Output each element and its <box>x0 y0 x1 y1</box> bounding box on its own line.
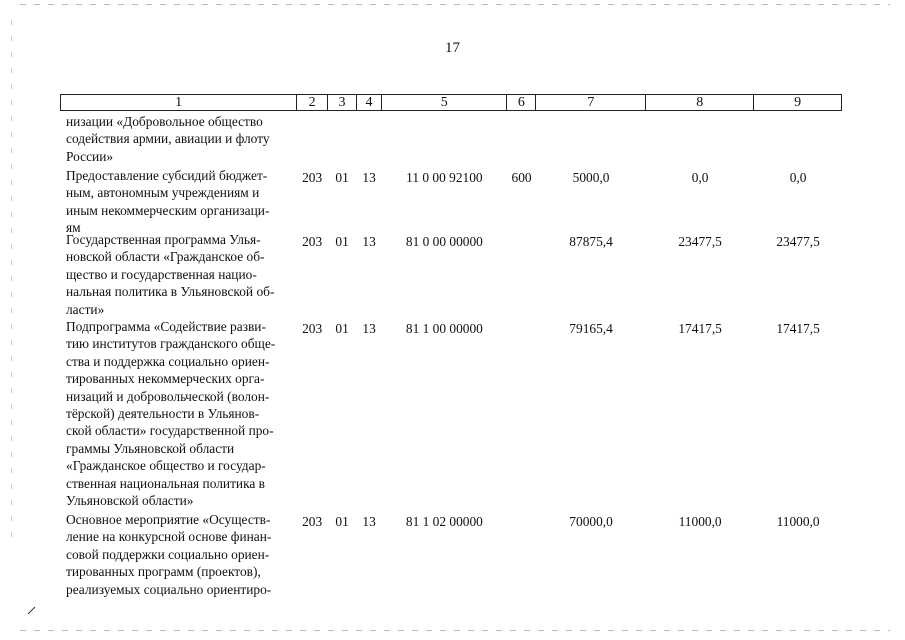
cell-col-4: 13 <box>362 321 376 336</box>
cell-col-7 <box>536 113 646 167</box>
scan-edge-left <box>11 20 12 540</box>
description-line: ям <box>66 220 81 236</box>
cell-col-2 <box>297 113 328 167</box>
cell-col-6 <box>507 511 536 601</box>
description-line: тированных программ (проектов), <box>66 564 261 580</box>
cell-col-4 <box>357 113 382 167</box>
description-line: Государственная программа Улья- <box>66 232 261 247</box>
cell-col-8: 11000,0 <box>678 514 722 529</box>
cell-col-4: 13 <box>362 514 376 529</box>
table-row <box>60 231 842 318</box>
table-header-row <box>60 94 842 111</box>
cell-col-9: 11000,0 <box>776 514 820 529</box>
table-row <box>60 167 842 236</box>
cell-col-6: 600 <box>511 170 532 185</box>
table-row <box>60 511 842 601</box>
cell-col-8 <box>646 113 754 167</box>
header-col-2: 2 <box>297 95 328 110</box>
header-col-8: 8 <box>646 95 754 110</box>
row-description <box>60 113 297 167</box>
description-line: щество и государственная нацио- <box>66 266 257 282</box>
cell-col-5: 81 1 00 00000 <box>405 321 483 336</box>
description-line: Основное мероприятие «Осуществ- <box>66 512 271 527</box>
cell-col-7: 70000,0 <box>569 514 613 529</box>
cell-col-3 <box>328 113 357 167</box>
cell-col-5: 81 0 00 00000 <box>405 234 483 249</box>
header-col-6: 6 <box>507 95 536 110</box>
cell-col-9: 23477,5 <box>776 234 820 249</box>
description-line: тированных некоммерческих орга- <box>66 371 265 387</box>
header-col-7: 7 <box>536 95 646 110</box>
description-line: реализуемых социально ориентиро- <box>66 581 272 597</box>
table-row <box>60 113 842 167</box>
cell-col-3: 01 <box>335 514 349 529</box>
row-description <box>60 511 297 601</box>
description-line: ственная национальная политика в <box>66 475 266 491</box>
cell-col-7: 79165,4 <box>569 321 613 336</box>
description-line: тёрской) деятельности в Ульянов- <box>66 406 260 422</box>
description-line: низаций и добровольческой (волон- <box>66 388 270 404</box>
description-line: иным некоммерческим организаци- <box>66 202 270 218</box>
description-line: Предоставление субсидий бюджет- <box>66 168 268 183</box>
cell-col-2: 203 <box>302 234 323 249</box>
cell-col-7: 87875,4 <box>569 234 613 249</box>
description-line: совой поддержки социально ориен- <box>66 546 270 562</box>
description-line: ства и поддержка социально ориен- <box>66 353 270 369</box>
description-line: Подпрограмма «Содействие разви- <box>66 319 266 334</box>
cell-col-5: 81 1 02 00000 <box>405 514 483 529</box>
cell-col-3: 01 <box>335 321 349 336</box>
cell-col-3: 01 <box>335 234 349 249</box>
cell-col-7: 5000,0 <box>572 170 610 185</box>
header-col-3: 3 <box>328 95 357 110</box>
cell-col-4: 13 <box>362 170 376 185</box>
header-col-9: 9 <box>754 95 842 110</box>
header-col-4: 4 <box>357 95 382 110</box>
table-body <box>60 113 842 601</box>
pen-mark <box>27 606 36 615</box>
table-row <box>60 318 842 511</box>
description-line: нальная политика в Ульяновской об- <box>66 284 275 300</box>
description-line: ным, автономным учреждениям и <box>66 185 260 201</box>
cell-col-4: 13 <box>362 234 376 249</box>
scan-edge-top <box>20 4 890 5</box>
description-line: ласти» <box>66 301 105 317</box>
cell-col-2: 203 <box>302 514 323 529</box>
row-description <box>60 167 297 236</box>
cell-col-9: 17417,5 <box>776 321 820 336</box>
description-line: содействия армии, авиации и флоту <box>66 131 270 147</box>
cell-col-6 <box>507 231 536 318</box>
cell-col-3: 01 <box>335 170 349 185</box>
cell-col-2: 203 <box>302 170 323 185</box>
cell-col-8: 17417,5 <box>678 321 722 336</box>
description-line: России» <box>66 148 114 164</box>
cell-col-6 <box>507 113 536 167</box>
page-number: 17 <box>445 40 460 56</box>
cell-col-9: 0,0 <box>789 170 807 185</box>
description-line: Ульяновской области» <box>66 493 194 509</box>
cell-col-9 <box>754 113 842 167</box>
scan-edge-bottom <box>20 630 890 631</box>
description-line: тию институтов гражданского обще- <box>66 336 276 352</box>
cell-col-8: 0,0 <box>691 170 709 185</box>
cell-col-5 <box>382 113 507 167</box>
description-line: ской области» государственной про- <box>66 423 274 439</box>
description-line: граммы Ульяновской области <box>66 440 235 456</box>
description-line: ление на конкурсной основе финан- <box>66 529 272 545</box>
header-col-1: 1 <box>61 95 297 110</box>
row-description <box>60 318 297 511</box>
description-line: новской области «Гражданское об- <box>66 249 265 265</box>
cell-col-8: 23477,5 <box>678 234 722 249</box>
cell-col-6 <box>507 318 536 511</box>
header-col-5: 5 <box>382 95 507 110</box>
description-line: низации «Добровольное общество <box>66 114 263 129</box>
row-description <box>60 231 297 318</box>
cell-col-5: 11 0 00 92100 <box>406 170 483 185</box>
description-line: «Гражданское общество и государ- <box>66 458 266 474</box>
cell-col-2: 203 <box>302 321 323 336</box>
